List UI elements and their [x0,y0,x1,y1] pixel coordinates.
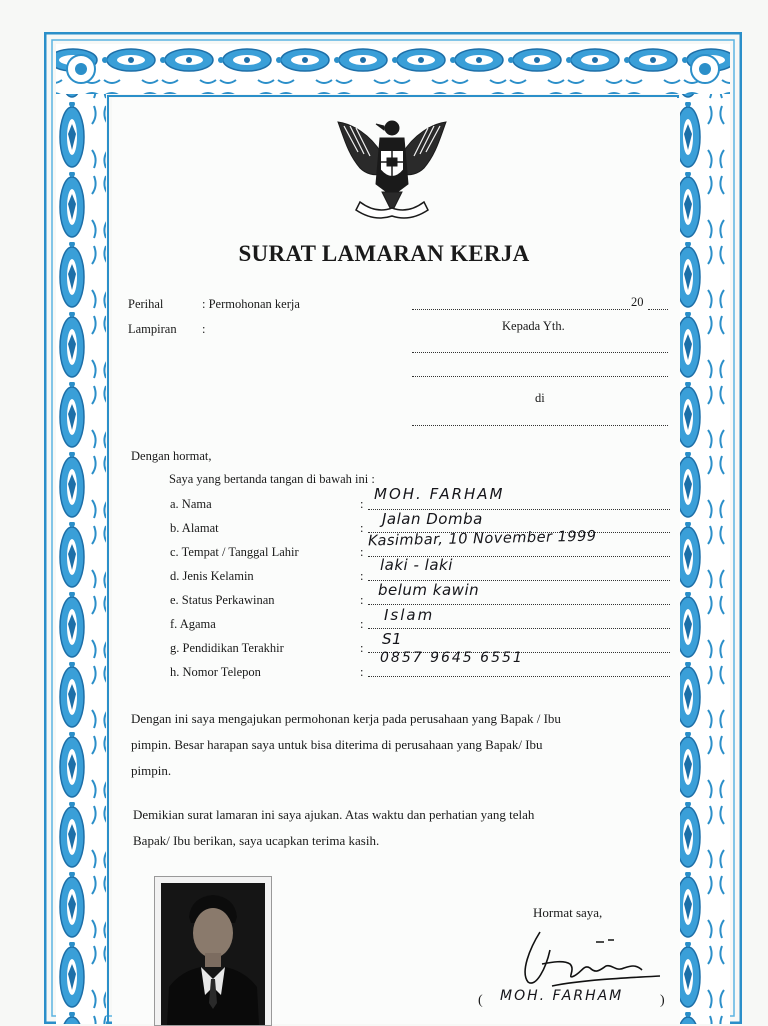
recipient-line-1 [412,352,668,353]
date-dotted-line [412,309,630,310]
letter-title: SURAT LAMARAN KERJA [238,241,530,266]
field-value-nama: MOH. FARHAM [374,485,505,503]
field-label: e. Status Perkawinan [170,593,275,607]
signer-name: MOH. FARHAM [500,988,624,1004]
perihal-label: Perihal [128,297,164,311]
field-value-status: belum kawin [378,581,480,599]
field-label: b. Alamat [170,521,219,535]
field-label: h. Nomor Telepon [170,665,261,679]
field-label: g. Pendidikan Terakhir [170,641,284,655]
field-colon: : [360,569,364,583]
date-dotted-line-end [648,309,668,310]
field-colon: : [360,521,364,535]
field-value-pendidikan: S1 [382,630,403,648]
paragraph-2-line: Bapak/ Ibu berikan, saya ucapkan terima kasih. [133,833,380,848]
recipient-line-2 [412,376,668,377]
field-value-telepon: 0857 9645 6551 [380,650,524,666]
greeting: Dengan hormat, [131,449,212,463]
paragraph-2-line: Demikian surat lamaran ini saya ajukan. Atas waktu dan perhatian yang telah [133,807,535,822]
lampiran-colon: : [202,322,206,336]
garuda-emblem-icon [330,104,454,228]
applicant-photo [154,876,272,1026]
field-colon: : [360,665,364,679]
kepada-label: Kepada Yth. [502,319,565,333]
field-colon: : [360,641,364,655]
signature-scribble [512,924,662,994]
field-value-jenis-kelamin: laki - laki [380,556,453,574]
intro-text: Saya yang bertanda tangan di bawah ini : [169,472,375,486]
field-colon: : [360,617,364,631]
paragraph-1-line: pimpin. [131,763,172,778]
paragraph-1-line: pimpin. Besar harapan saya untuk bisa diterima di perusahaan yang Bapak/ Ibu [131,737,543,752]
field-colon: : [360,545,364,559]
paragraph-2 [133,802,534,854]
applicant-portrait-image [161,883,265,1025]
field-label: f. Agama [170,617,216,631]
closing-text: Hormat saya, [533,905,603,920]
field-line [368,628,670,629]
field-label: a. Nama [170,497,212,511]
di-label: di [535,391,545,405]
field-line [368,604,670,605]
field-colon: : [360,497,364,511]
paragraph-1-line: Dengan ini saya mengajukan permohonan kerja pada perusahaan yang Bapak / Ibu [131,711,561,726]
recipient-line-3 [412,425,668,426]
perihal-value: : Permohonan kerja [202,297,300,311]
field-value-alamat: Jalan Domba [382,510,483,528]
field-value-agama: Islam [384,606,435,624]
field-line [368,676,670,677]
paragraph-1 [131,706,561,784]
field-label: d. Jenis Kelamin [170,569,254,583]
field-value-ttl: Kasimbar, 10 November 1999 [367,528,597,550]
lampiran-label: Lampiran [128,322,177,336]
signer-paren-open: ( [478,993,483,1008]
signer-paren-close: ) [660,993,665,1008]
field-colon: : [360,593,364,607]
date-year-suffix: 20 [631,295,644,309]
field-label: c. Tempat / Tanggal Lahir [170,545,299,559]
